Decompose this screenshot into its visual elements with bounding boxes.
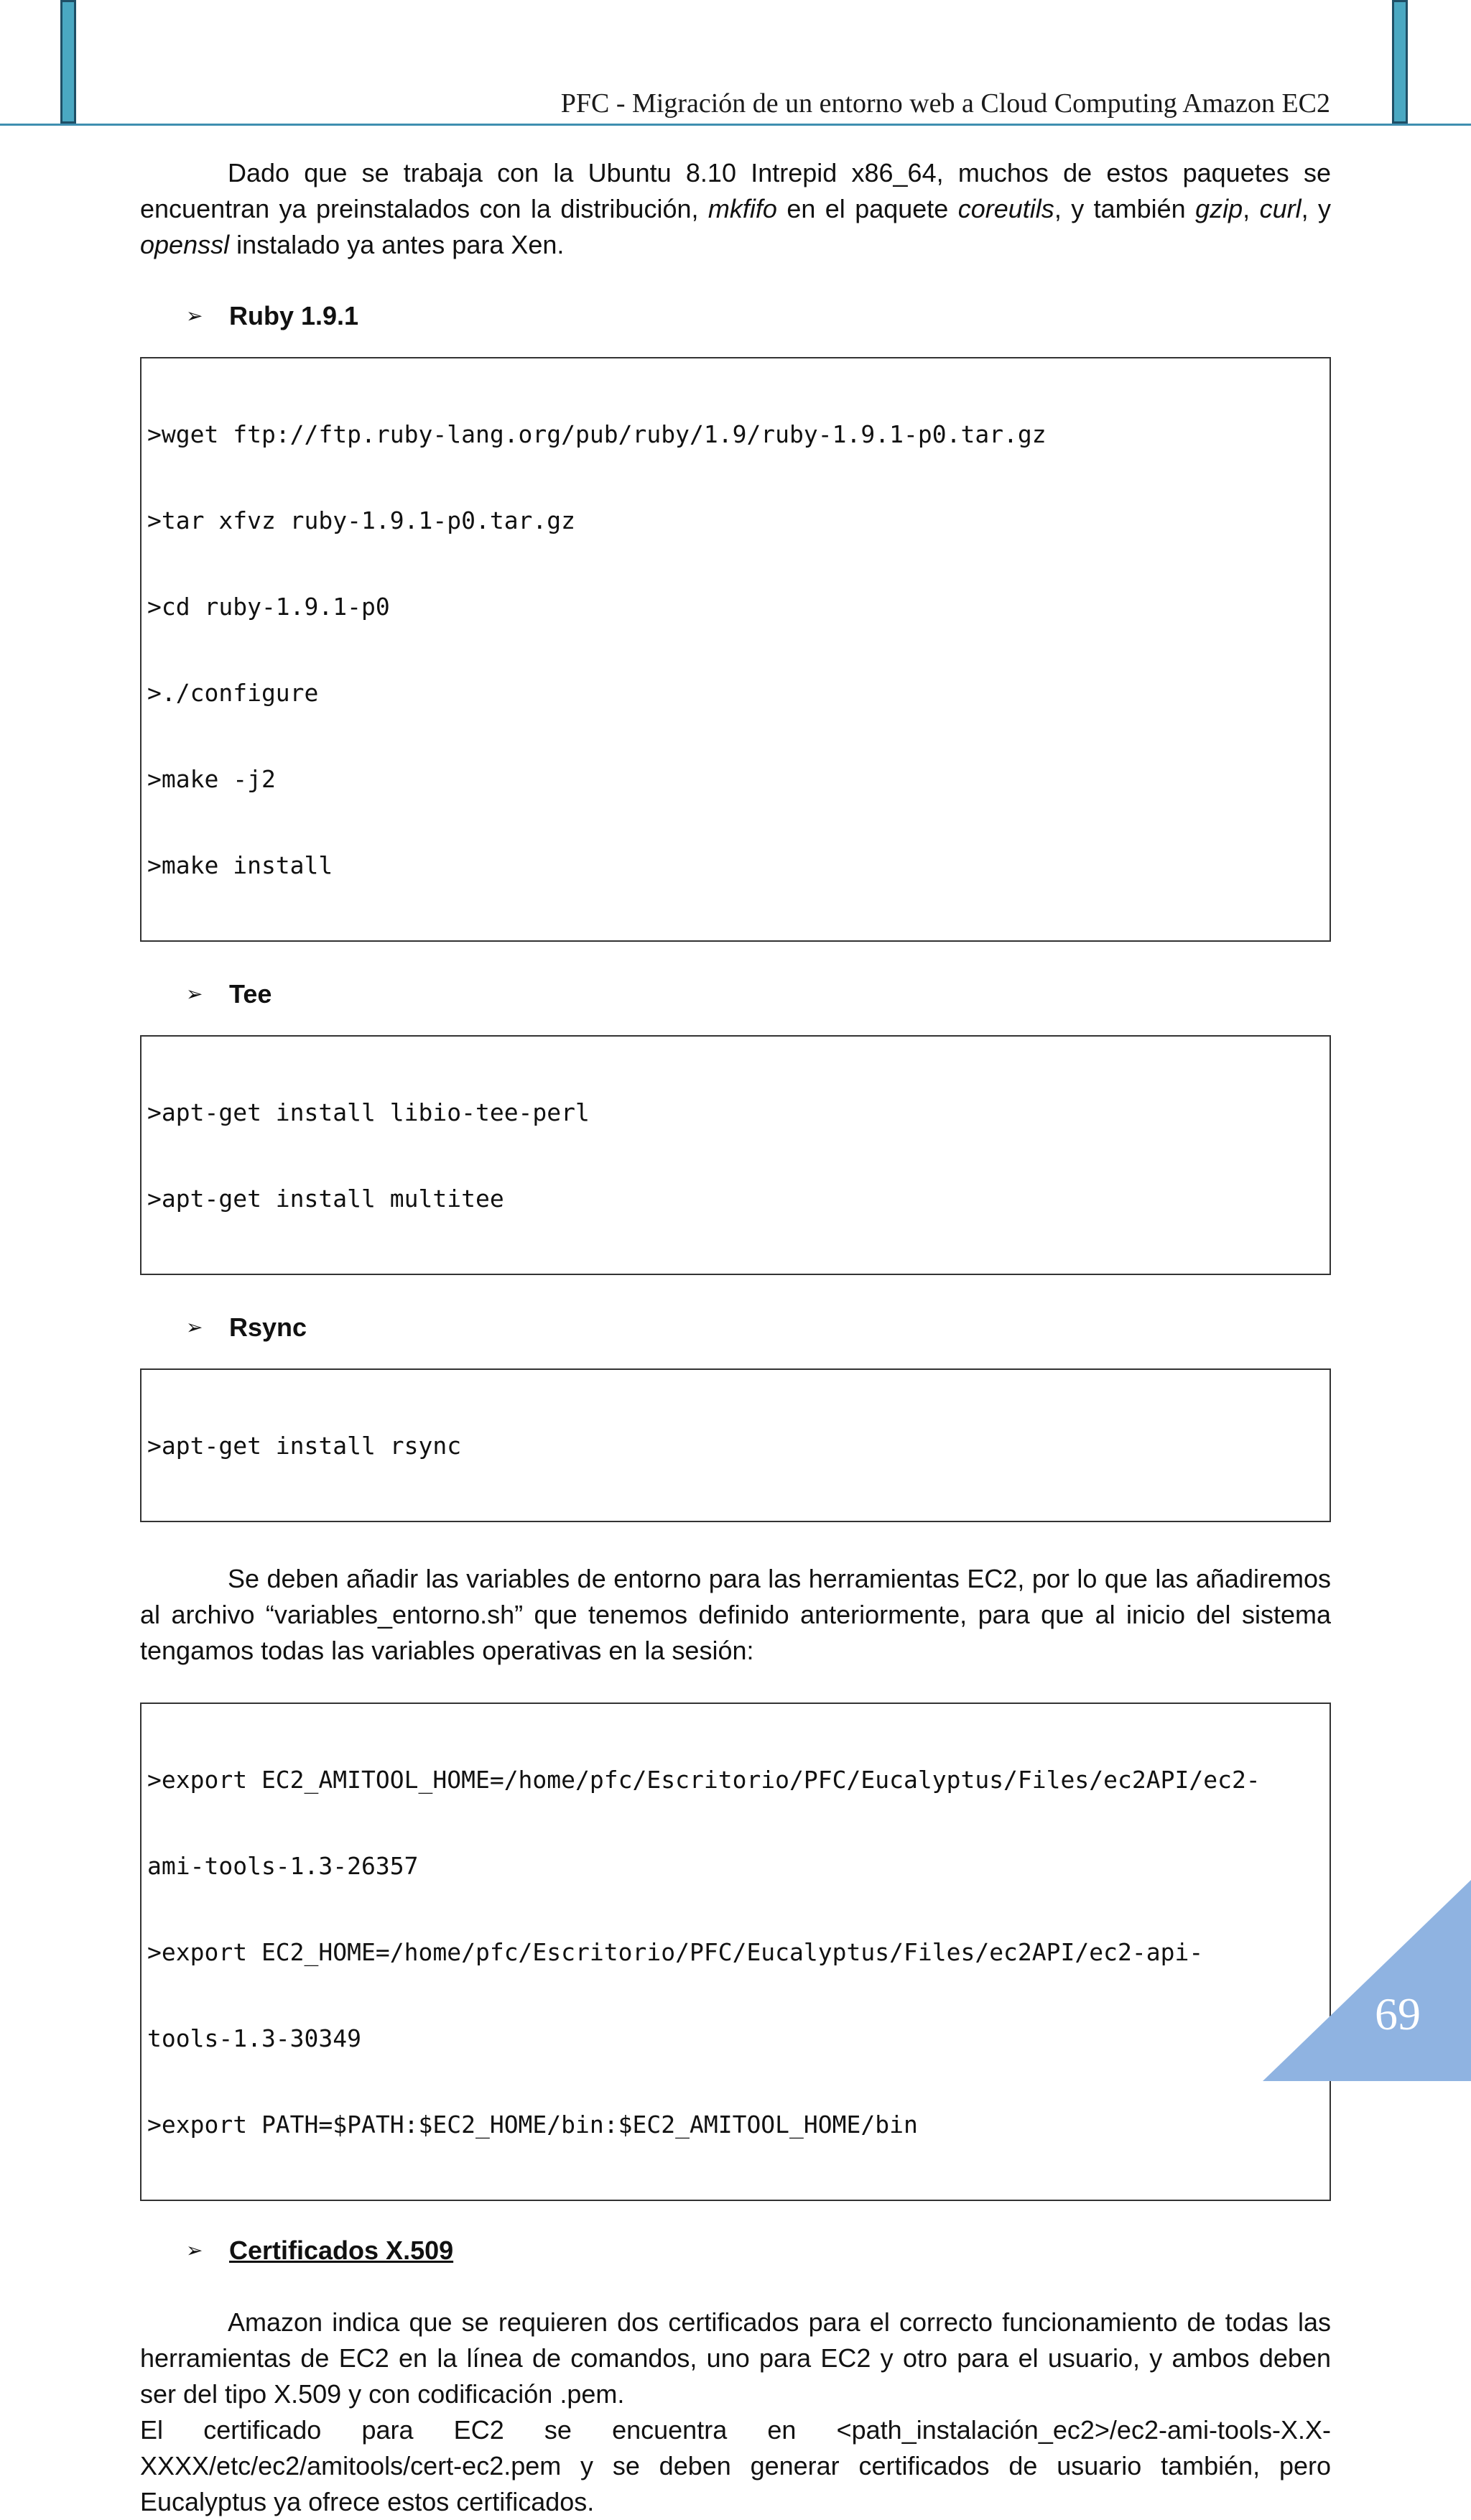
mkfifo-term: mkfifo	[707, 194, 777, 223]
gzip-term: gzip	[1195, 194, 1243, 223]
code-line: >make -j2	[147, 765, 276, 793]
intro-text-5: , y	[1301, 194, 1332, 223]
certificados-heading-label: Certificados X.509	[229, 2236, 454, 2265]
header-right-bar	[1392, 0, 1408, 124]
code-line: >export EC2_HOME=/home/pfc/Escritorio/PFC/Eucalyptus/Files/ec2API/ec2-api-	[147, 1938, 1204, 1966]
ruby-heading-label: Ruby 1.9.1	[229, 301, 359, 330]
certificados-paragraph-2: El certificado para EC2 se encuentra en <path_instalación_ec2>/ec2-ami-tools-X.X-XXXX/etc/ec2/amitools/cert-ec2.pem y se deben generar certificados de usuario también, pero Eucalyptus ya ofrece estos certificados.	[140, 2415, 1331, 2516]
code-line: >apt-get install rsync	[147, 1432, 462, 1460]
code-line: ami-tools-1.3-26357	[147, 1852, 419, 1880]
certificados-heading	[140, 2233, 1331, 2269]
env-paragraph: Se deben añadir las variables de entorno para las herramientas EC2, por lo que las añadiremos al archivo “variables_entorno.sh” que tenemos definido anteriormente, para que al inicio del sistema tengamos todas las variables operativas en la sesión:	[140, 1564, 1331, 1665]
code-line: >cd ruby-1.9.1-p0	[147, 593, 390, 621]
rsync-heading	[140, 1310, 1331, 1345]
header-left-bar	[60, 0, 76, 124]
bullet-arrow-icon: ➢	[186, 983, 203, 1005]
tee-code-block	[140, 1035, 1331, 1275]
code-line: >export EC2_AMITOOL_HOME=/home/pfc/Escritorio/PFC/Eucalyptus/Files/ec2API/ec2-	[147, 1766, 1261, 1794]
code-line: >apt-get install multitee	[147, 1185, 504, 1213]
certificados-paragraph-1: Amazon indica que se requieren dos certificados para el correcto funcionamiento de todas las herramientas de EC2 en la línea de comandos, uno para EC2 y otro para el usuario, y ambos deben ser del tipo X.509 y con codificación .pem.	[140, 2307, 1331, 2409]
code-line: tools-1.3-30349	[147, 2024, 362, 2052]
code-line: >wget ftp://ftp.ruby-lang.org/pub/ruby/1.9/ruby-1.9.1-p0.tar.gz	[147, 420, 1047, 448]
intro-text-1: Dado que se trabaja con la Ubuntu 8.10 Intrepid x86_64, muchos de estos paquetes se encuentran ya preinstalados con la distribución,	[140, 158, 1331, 223]
rsync-code-block	[140, 1368, 1331, 1522]
rsync-heading-label: Rsync	[229, 1312, 307, 1342]
intro-text-6: instalado ya antes para Xen.	[229, 230, 565, 259]
openssl-term: openssl	[140, 230, 230, 259]
bullet-arrow-icon: ➢	[186, 305, 203, 327]
code-line: >export PATH=$PATH:$EC2_HOME/bin:$EC2_AMITOOL_HOME/bin	[147, 2111, 918, 2139]
running-header: PFC - Migración de un entorno web a Cloud Computing Amazon EC2	[560, 88, 1330, 119]
bullet-arrow-icon: ➢	[186, 1316, 203, 1338]
code-line: >./configure	[147, 679, 319, 707]
code-line: >make install	[147, 851, 333, 879]
env-code-block	[140, 1703, 1331, 2201]
intro-text-3: , y también	[1054, 194, 1196, 223]
intro-text-2: en el paquete	[776, 194, 958, 223]
curl-term: curl	[1259, 194, 1301, 223]
header-rule	[0, 124, 1471, 126]
ruby-heading	[140, 298, 1331, 334]
tee-heading	[140, 976, 1331, 1012]
coreutils-term: coreutils	[957, 194, 1054, 223]
tee-heading-label: Tee	[229, 979, 272, 1009]
page-body	[140, 155, 1331, 2520]
intro-paragraph	[140, 155, 1331, 263]
intro-text-4: ,	[1243, 194, 1260, 223]
bullet-arrow-icon: ➢	[186, 2239, 203, 2261]
page-number: 69	[1375, 1988, 1421, 2039]
code-line: >apt-get install libio-tee-perl	[147, 1098, 590, 1126]
code-line: >tar xfvz ruby-1.9.1-p0.tar.gz	[147, 506, 576, 534]
ruby-code-block	[140, 357, 1331, 942]
